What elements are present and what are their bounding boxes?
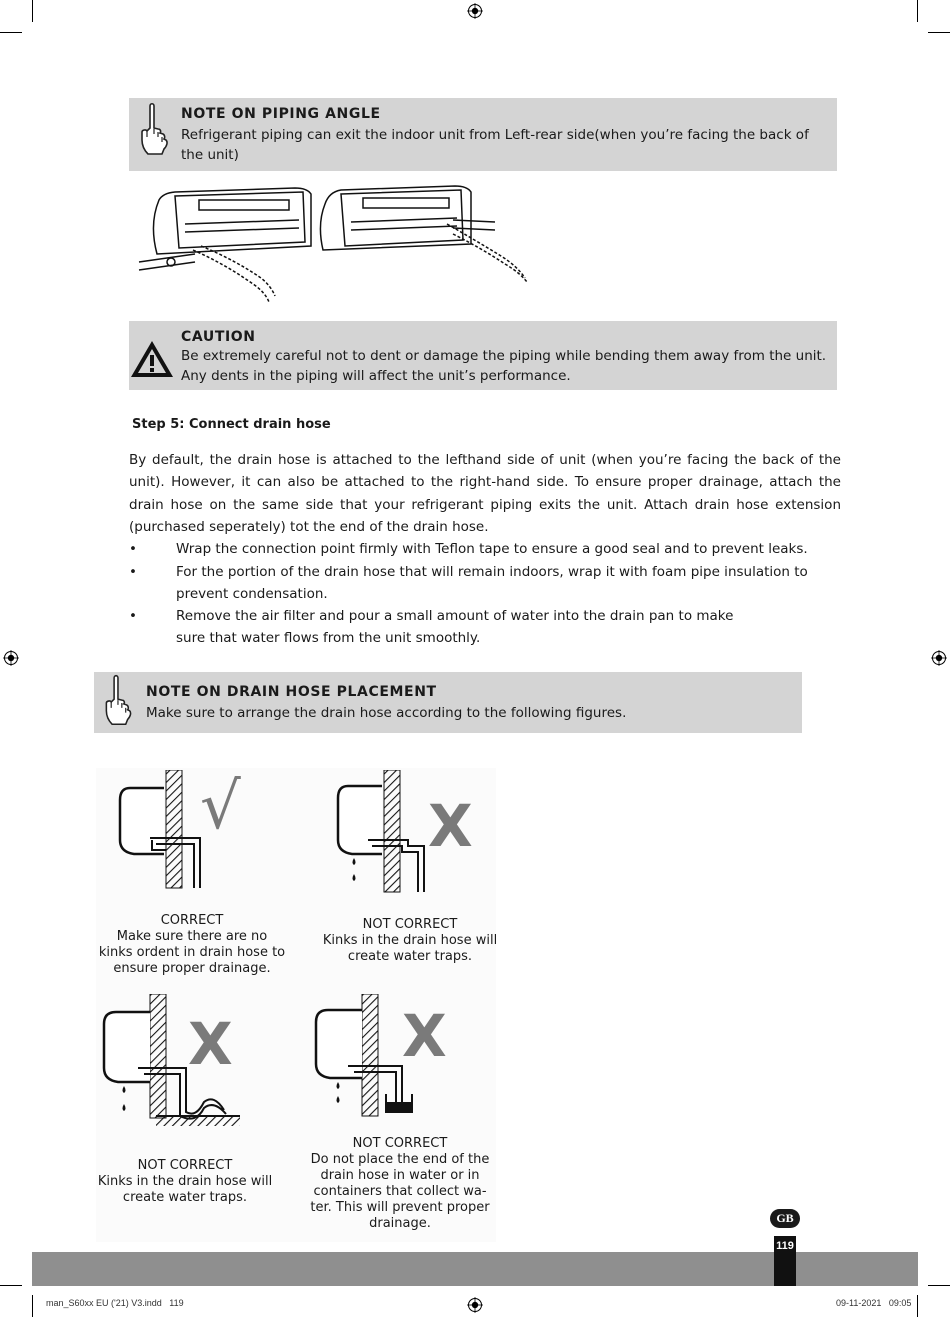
crop-mark [0,1285,22,1286]
pointing-hand-icon [98,674,136,732]
figure-status: NOT CORRECT [352,1136,448,1151]
note-title: NOTE ON PIPING ANGLE [181,106,381,122]
crop-mark [32,0,33,22]
step-paragraph: By default, the drain hose is attached to the lefthand side of unit (when you’re facing the back of the unit). However, it can also be attached to the right-hand side. To ensure proper drainage, attach the drain hose on the same side that your refrigerant piping exits the unit. Attach drain hose extension (purchased seperately) tot the end of the drain hose. [129,452,841,536]
check-mark-icon: √ [200,770,241,844]
registration-mark-icon [931,650,947,666]
caution-line-1: Be extremely careful not to dent or damage the piping while bending them away from the unit. [181,348,827,364]
crop-mark [917,1295,918,1317]
registration-mark-icon [467,3,483,19]
registration-mark-icon [3,650,19,666]
figure-status: NOT CORRECT [362,917,458,932]
figure-caption: Kinks in the drain hose will create water traps. [322,933,498,964]
crop-mark [0,32,22,33]
step-heading: Step 5: Connect drain hose [132,417,331,432]
x-mark-icon: X [402,1002,447,1070]
file-slug: man_S60xx EU ('21) V3.indd 119 [46,1298,184,1308]
bullet-text: Remove the air filter and pour a small amount of water into the drain pan to make sure that water flows from the unit smoothly. [176,608,734,647]
note-text: Make sure to arrange the drain hose according to the following figures. [146,705,627,721]
pointing-hand-icon [134,102,172,162]
figure-status: CORRECT [160,913,224,928]
x-mark-icon: X [428,792,473,860]
figure-status: NOT CORRECT [137,1158,233,1173]
x-mark-icon: X [188,1010,233,1078]
caution-line-2: Any dents in the piping will affect the unit’s performance. [181,368,571,384]
bullet-dot: • [129,564,137,580]
page-number: 119 [776,1240,794,1252]
bullet-dot: • [129,541,137,557]
note-text: Refrigerant piping can exit the indoor unit from Left-rear side(when you’re facing the back of the unit) [181,127,809,163]
note-title: NOTE ON DRAIN HOSE PLACEMENT [146,684,437,700]
crop-mark [917,0,918,22]
note-drain-placement [94,672,802,733]
figure-caption: Kinks in the drain hose will create water traps. [97,1174,273,1205]
warning-triangle-icon [129,339,175,379]
crop-mark [32,1295,33,1317]
crop-mark [928,1285,950,1286]
piping-angle-illustration [135,184,535,312]
crop-mark [928,32,950,33]
figure-caption: Make sure there are no kinks ordent in drain hose to ensure proper drainage. [98,929,286,976]
caution-title: CAUTION [181,329,256,345]
date-slug: 09-11-2021 09:05 [836,1298,912,1308]
language-badge: GB [770,1209,800,1228]
bullet-dot: • [129,608,137,624]
bullet-text: Wrap the connection point firmly with Teflon tape to ensure a good seal and to prevent leaks. [176,541,808,557]
bullet-text: For the portion of the drain hose that will remain indoors, wrap it with foam pipe insulation to prevent condensation. [176,564,808,603]
figure-caption: Do not place the end of the drain hose in water or in containers that collect wa-ter. This will prevent proper drainage. [310,1152,490,1231]
registration-mark-icon [467,1297,483,1313]
note-piping-angle [129,98,837,171]
caution-box [129,321,837,390]
